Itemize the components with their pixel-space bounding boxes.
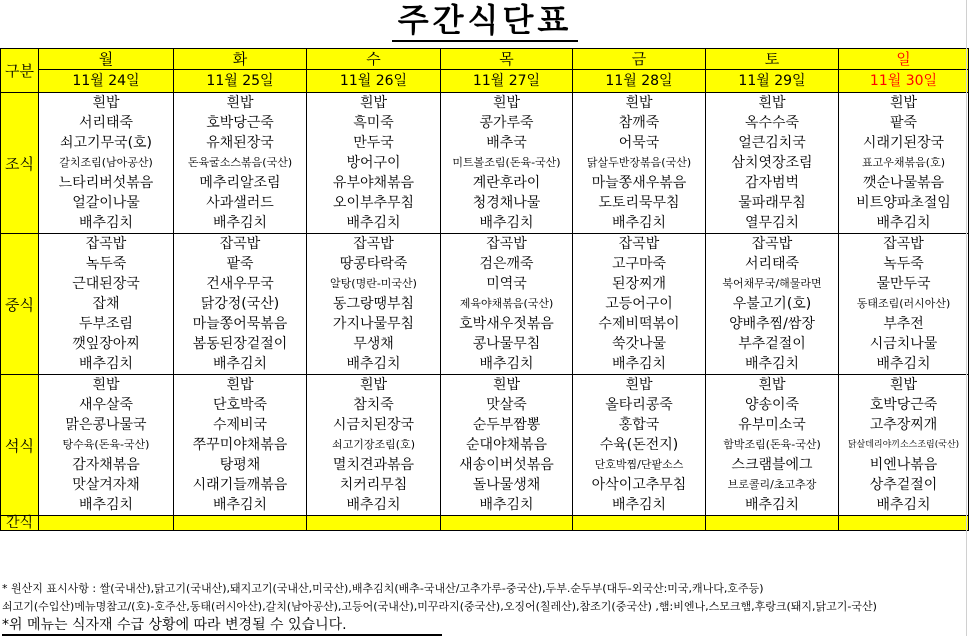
menu-item: 수제비국 bbox=[212, 417, 268, 433]
menu-item: 유부미소국 bbox=[738, 417, 806, 433]
menu-item: 유부야채볶음 bbox=[332, 175, 415, 191]
menu-item: 수육(돈전지) bbox=[599, 437, 679, 453]
menu-item: 순두부짬뽕 bbox=[472, 417, 541, 433]
menu-item: 호박당근죽 bbox=[206, 115, 274, 131]
menu-item: 어묵국 bbox=[618, 135, 660, 151]
menu-item: 흰밥 bbox=[359, 377, 388, 393]
menu-item: 멸치견과볶음 bbox=[332, 457, 415, 473]
menu-item: 땅콩타락죽 bbox=[339, 256, 408, 272]
menu-item: 부추전 bbox=[883, 316, 924, 332]
menu-item: 시래기된장국 bbox=[862, 135, 945, 151]
page-title-wrap bbox=[0, 0, 970, 46]
menu-item: 잡곡밥 bbox=[353, 236, 394, 252]
menu-item: 흰밥 bbox=[492, 377, 521, 393]
menu-item: 올타리콩죽 bbox=[605, 397, 673, 413]
menu-item: 근대된장국 bbox=[72, 276, 140, 292]
menu-item: 물만두국 bbox=[876, 276, 931, 292]
menu-item: 마늘쫑어묵볶음 bbox=[192, 316, 288, 332]
menu-item: 표고우채볶음(호) bbox=[862, 156, 945, 169]
menu-item: 가지나물무침 bbox=[332, 316, 415, 332]
date-row bbox=[1, 70, 969, 93]
menu-item: 배추김치 bbox=[611, 356, 667, 372]
day-thu: 목 bbox=[441, 49, 573, 70]
category-label: 구분 bbox=[1, 49, 39, 93]
menu-item: 배추김치 bbox=[78, 356, 134, 372]
dinner-cell bbox=[174, 375, 307, 516]
menu-item: 두부조림 bbox=[78, 316, 134, 332]
menu-item: 알탕(명란-미국산) bbox=[330, 277, 417, 290]
menu-item: 시금치된장국 bbox=[332, 417, 415, 433]
lunch-label: 중식 bbox=[1, 234, 39, 375]
menu-item: 흰밥 bbox=[625, 95, 653, 111]
menu-item: 서리태죽 bbox=[78, 115, 134, 131]
date-sun: 11월 30일 bbox=[839, 70, 969, 93]
menu-item: 메추리알조림 bbox=[199, 175, 281, 191]
dinner-cell bbox=[441, 375, 573, 516]
origin-note: * 원산지 표시사항 : 쌀(국내산),닭고기(국내산),돼지고기(국내산,미국산),배추김치(배추-국내산/고추가루-중국산),두부.순두부(대두-외국산:미국,캐나다,호주등) bbox=[2, 582, 764, 595]
menu-item: 동태조림(러시아산) bbox=[856, 297, 951, 310]
menu-item: 잡곡밥 bbox=[883, 236, 924, 252]
menu-item: 배추김치 bbox=[479, 356, 534, 372]
menu-item: 비엔나볶음 bbox=[869, 457, 938, 473]
menu-item: 갈치조림(남아공산) bbox=[59, 156, 153, 169]
menu-item: 무생채 bbox=[353, 336, 394, 352]
menu-item: 호박새우젓볶음 bbox=[459, 316, 554, 332]
snack-row bbox=[1, 516, 969, 531]
dinner-cell bbox=[573, 375, 706, 516]
menu-item: 치커리무침 bbox=[339, 477, 408, 493]
menu-item: 열무김치 bbox=[744, 215, 800, 231]
lunch-cell bbox=[307, 234, 441, 375]
menu-item: 브로콜리/초고추장 bbox=[727, 478, 817, 491]
menu-item: 흰밥 bbox=[889, 377, 918, 393]
snack-label: 간식 bbox=[1, 516, 39, 531]
menu-item: 쭈꾸미야채볶음 bbox=[192, 437, 288, 453]
menu-item: 닭강정(국산) bbox=[200, 296, 280, 312]
menu-item: 배추김치 bbox=[744, 356, 800, 372]
menu-item: 봄동된장겉절이 bbox=[192, 336, 288, 352]
menu-item: 도토리묵무침 bbox=[598, 195, 680, 211]
date-mon: 11월 24일 bbox=[39, 70, 174, 93]
menu-item: 건새우무국 bbox=[206, 276, 274, 292]
lunch-cell bbox=[39, 234, 174, 375]
day-mon: 월 bbox=[39, 49, 174, 70]
breakfast-cell bbox=[839, 93, 969, 234]
menu-item: 배추김치 bbox=[346, 356, 401, 372]
menu-item: 배추김치 bbox=[876, 215, 931, 231]
menu-item: 양송이죽 bbox=[744, 397, 800, 413]
menu-item: 양배추찜/쌈장 bbox=[729, 316, 815, 332]
menu-item: 배추김치 bbox=[212, 497, 268, 513]
sheet-gridline bbox=[966, 0, 967, 636]
snack-cell bbox=[441, 516, 573, 531]
menu-item: 흰밥 bbox=[758, 95, 786, 111]
menu-item: 배추국 bbox=[486, 135, 527, 151]
menu-item: 돈육굴소스볶음(국산) bbox=[187, 156, 293, 169]
menu-item: 시금치나물 bbox=[869, 336, 938, 352]
menu-item: 청경채나물 bbox=[472, 195, 541, 211]
date-wed: 11월 26일 bbox=[307, 70, 441, 93]
menu-item: 쑥갓나물 bbox=[611, 336, 667, 352]
menu-item: 옥수수죽 bbox=[744, 115, 800, 131]
menu-item: 감자채볶음 bbox=[72, 457, 140, 473]
menu-item: 탕수육(돈육-국산) bbox=[62, 438, 150, 451]
menu-item: 흰밥 bbox=[625, 377, 653, 393]
menu-item: 고등어구이 bbox=[605, 296, 673, 312]
date-sat: 11월 29일 bbox=[706, 70, 839, 93]
menu-item: 배추김치 bbox=[876, 497, 931, 513]
menu-item: 오이부추무침 bbox=[332, 195, 415, 211]
menu-item: 단호박죽 bbox=[212, 397, 268, 413]
menu-item: 참깨죽 bbox=[618, 115, 660, 131]
menu-item: 검은깨죽 bbox=[479, 256, 534, 272]
menu-item: 상추겉절이 bbox=[869, 477, 938, 493]
menu-item: 서리태죽 bbox=[744, 256, 800, 272]
menu-item: 아삭이고추무침 bbox=[591, 477, 687, 493]
breakfast-label: 조식 bbox=[1, 93, 39, 234]
menu-item: 배추김치 bbox=[212, 356, 268, 372]
menu-item: 배추김치 bbox=[876, 356, 931, 372]
change-notice: *위 메뉴는 식자재 수급 상황에 따라 변경될 수 있습니다. bbox=[2, 616, 442, 636]
menu-item: 고구마죽 bbox=[611, 256, 667, 272]
date-thu: 11월 27일 bbox=[441, 70, 573, 93]
breakfast-cell bbox=[174, 93, 307, 234]
breakfast-row bbox=[1, 93, 969, 234]
menu-item: 잡곡밥 bbox=[486, 236, 527, 252]
menu-item: 배추김치 bbox=[479, 497, 534, 513]
dinner-label: 석식 bbox=[1, 375, 39, 516]
breakfast-cell bbox=[706, 93, 839, 234]
menu-item: 만두국 bbox=[353, 135, 394, 151]
dinner-cell bbox=[39, 375, 174, 516]
menu-item: 맛살겨자채 bbox=[72, 477, 140, 493]
day-sun: 일 bbox=[839, 49, 969, 70]
date-tue: 11월 25일 bbox=[174, 70, 307, 93]
page-title: 주간식단표 bbox=[392, 0, 579, 42]
menu-table bbox=[0, 48, 969, 531]
menu-item: 흰밥 bbox=[758, 377, 786, 393]
menu-item: 감자범벅 bbox=[744, 175, 800, 191]
menu-item: 스크램블에그 bbox=[731, 457, 813, 473]
breakfast-cell bbox=[573, 93, 706, 234]
menu-item: 깻순나물볶음 bbox=[862, 175, 945, 191]
snack-cell bbox=[839, 516, 969, 531]
menu-item: 배추김치 bbox=[479, 215, 534, 231]
day-row bbox=[1, 49, 969, 70]
day-fri: 금 bbox=[573, 49, 706, 70]
menu-item: 깻잎장아찌 bbox=[72, 336, 140, 352]
menu-item: 배추김치 bbox=[346, 215, 401, 231]
origin-note-detail: 쇠고기(수입산)메뉴명참고/(호)-호주산,동태(러시아산),갈치(남아공산),고등어(국내산),미꾸라지(중국산),오징어(칠레산),참조기(중국산) ,햄:비엔나,스모크햄,후랑크(돼지,닭고기-국산) bbox=[2, 600, 877, 613]
menu-item: 배추김치 bbox=[78, 215, 134, 231]
lunch-cell bbox=[174, 234, 307, 375]
lunch-row bbox=[1, 234, 969, 375]
snack-cell bbox=[174, 516, 307, 531]
day-tue: 화 bbox=[174, 49, 307, 70]
dinner-cell bbox=[307, 375, 441, 516]
menu-item: 콩나물무침 bbox=[472, 336, 541, 352]
lunch-cell bbox=[706, 234, 839, 375]
menu-item: 배추김치 bbox=[611, 215, 667, 231]
menu-item: 북어채무국/해물라면 bbox=[722, 277, 822, 290]
menu-item: 흰밥 bbox=[226, 95, 254, 111]
menu-item: 배추김치 bbox=[212, 215, 268, 231]
snack-cell bbox=[39, 516, 174, 531]
lunch-cell bbox=[573, 234, 706, 375]
menu-item: 잡곡밥 bbox=[751, 236, 793, 252]
menu-item: 흰밥 bbox=[889, 95, 918, 111]
date-fri: 11월 28일 bbox=[573, 70, 706, 93]
snack-cell bbox=[573, 516, 706, 531]
menu-item: 흑미죽 bbox=[353, 115, 394, 131]
menu-item: 유채된장국 bbox=[206, 135, 274, 151]
menu-item: 새우살죽 bbox=[78, 397, 134, 413]
menu-item: 콩가루죽 bbox=[479, 115, 534, 131]
lunch-cell bbox=[441, 234, 573, 375]
menu-item: 흰밥 bbox=[226, 377, 254, 393]
menu-item: 된장찌개 bbox=[611, 276, 667, 292]
snack-cell bbox=[706, 516, 839, 531]
snack-cell bbox=[307, 516, 441, 531]
menu-item: 맛살죽 bbox=[486, 397, 527, 413]
menu-item: 배추김치 bbox=[346, 497, 401, 513]
menu-item: 고추장찌개 bbox=[869, 417, 938, 433]
menu-item: 시래기들깨볶음 bbox=[192, 477, 288, 493]
lunch-cell bbox=[839, 234, 969, 375]
menu-item: 닭살데리야끼소스조림(국산) bbox=[847, 440, 960, 450]
menu-item: 호박당근죽 bbox=[869, 397, 938, 413]
menu-item: 방어구이 bbox=[346, 155, 401, 171]
dinner-cell bbox=[839, 375, 969, 516]
menu-item: 계란후라이 bbox=[472, 175, 541, 191]
menu-item: 사과샐러드 bbox=[206, 195, 274, 211]
menu-item: 배추김치 bbox=[611, 497, 667, 513]
menu-item: 흰밥 bbox=[92, 377, 120, 393]
menu-item: 제육야채볶음(국산) bbox=[459, 297, 554, 310]
menu-item: 부추겉절이 bbox=[738, 336, 806, 352]
menu-item: 참치죽 bbox=[353, 397, 394, 413]
menu-item: 삼치엿장조림 bbox=[731, 155, 813, 171]
menu-item: 얼갈이나물 bbox=[72, 195, 140, 211]
menu-item: 잡채 bbox=[92, 296, 120, 312]
menu-item: 미트볼조림(돈육-국산) bbox=[452, 156, 561, 169]
menu-item: 돌나물생채 bbox=[472, 477, 541, 493]
menu-item: 녹두죽 bbox=[883, 256, 924, 272]
menu-item: 단호박찜/단팥소스 bbox=[594, 458, 684, 471]
menu-item: 녹두죽 bbox=[85, 256, 127, 272]
menu-item: 마늘쫑새우볶음 bbox=[591, 175, 687, 191]
day-sat: 토 bbox=[706, 49, 839, 70]
menu-item: 팥죽 bbox=[226, 256, 254, 272]
menu-item: 동그랑땡부침 bbox=[332, 296, 415, 312]
menu-item: 맑은콩나물국 bbox=[65, 417, 147, 433]
menu-item: 비트양파초절임 bbox=[856, 195, 951, 211]
notes bbox=[2, 580, 968, 636]
menu-item: 느타리버섯볶음 bbox=[58, 175, 154, 191]
menu-item: 미역국 bbox=[486, 276, 527, 292]
menu-item: 잡곡밥 bbox=[85, 236, 127, 252]
breakfast-cell bbox=[441, 93, 573, 234]
dinner-row bbox=[1, 375, 969, 516]
menu-item: 쇠고기장조림(호) bbox=[332, 438, 415, 451]
menu-item: 얼큰김치국 bbox=[738, 135, 806, 151]
menu-item: 함박조림(돈육-국산) bbox=[723, 438, 821, 451]
menu-item: 잡곡밥 bbox=[219, 236, 261, 252]
menu-item: 순대야채볶음 bbox=[465, 437, 548, 453]
menu-item: 물파래무침 bbox=[738, 195, 806, 211]
menu-item: 쇠고기무국(호) bbox=[59, 135, 153, 151]
menu-item: 잡곡밥 bbox=[618, 236, 660, 252]
menu-item: 배추김치 bbox=[78, 497, 134, 513]
menu-item: 흰밥 bbox=[359, 95, 388, 111]
breakfast-cell bbox=[39, 93, 174, 234]
menu-item: 수제비떡볶이 bbox=[598, 316, 680, 332]
menu-item: 우불고기(호) bbox=[732, 296, 812, 312]
menu-item: 새송이버섯볶음 bbox=[459, 457, 554, 473]
dinner-cell bbox=[706, 375, 839, 516]
menu-item: 팥죽 bbox=[889, 115, 918, 131]
breakfast-cell bbox=[307, 93, 441, 234]
menu-item: 탕평채 bbox=[219, 457, 261, 473]
menu-item: 흰밥 bbox=[92, 95, 120, 111]
day-wed: 수 bbox=[307, 49, 441, 70]
menu-item: 배추김치 bbox=[744, 497, 800, 513]
menu-item: 닭살두반장볶음(국산) bbox=[586, 156, 692, 169]
menu-item: 홍합국 bbox=[618, 417, 660, 433]
menu-item: 흰밥 bbox=[492, 95, 521, 111]
